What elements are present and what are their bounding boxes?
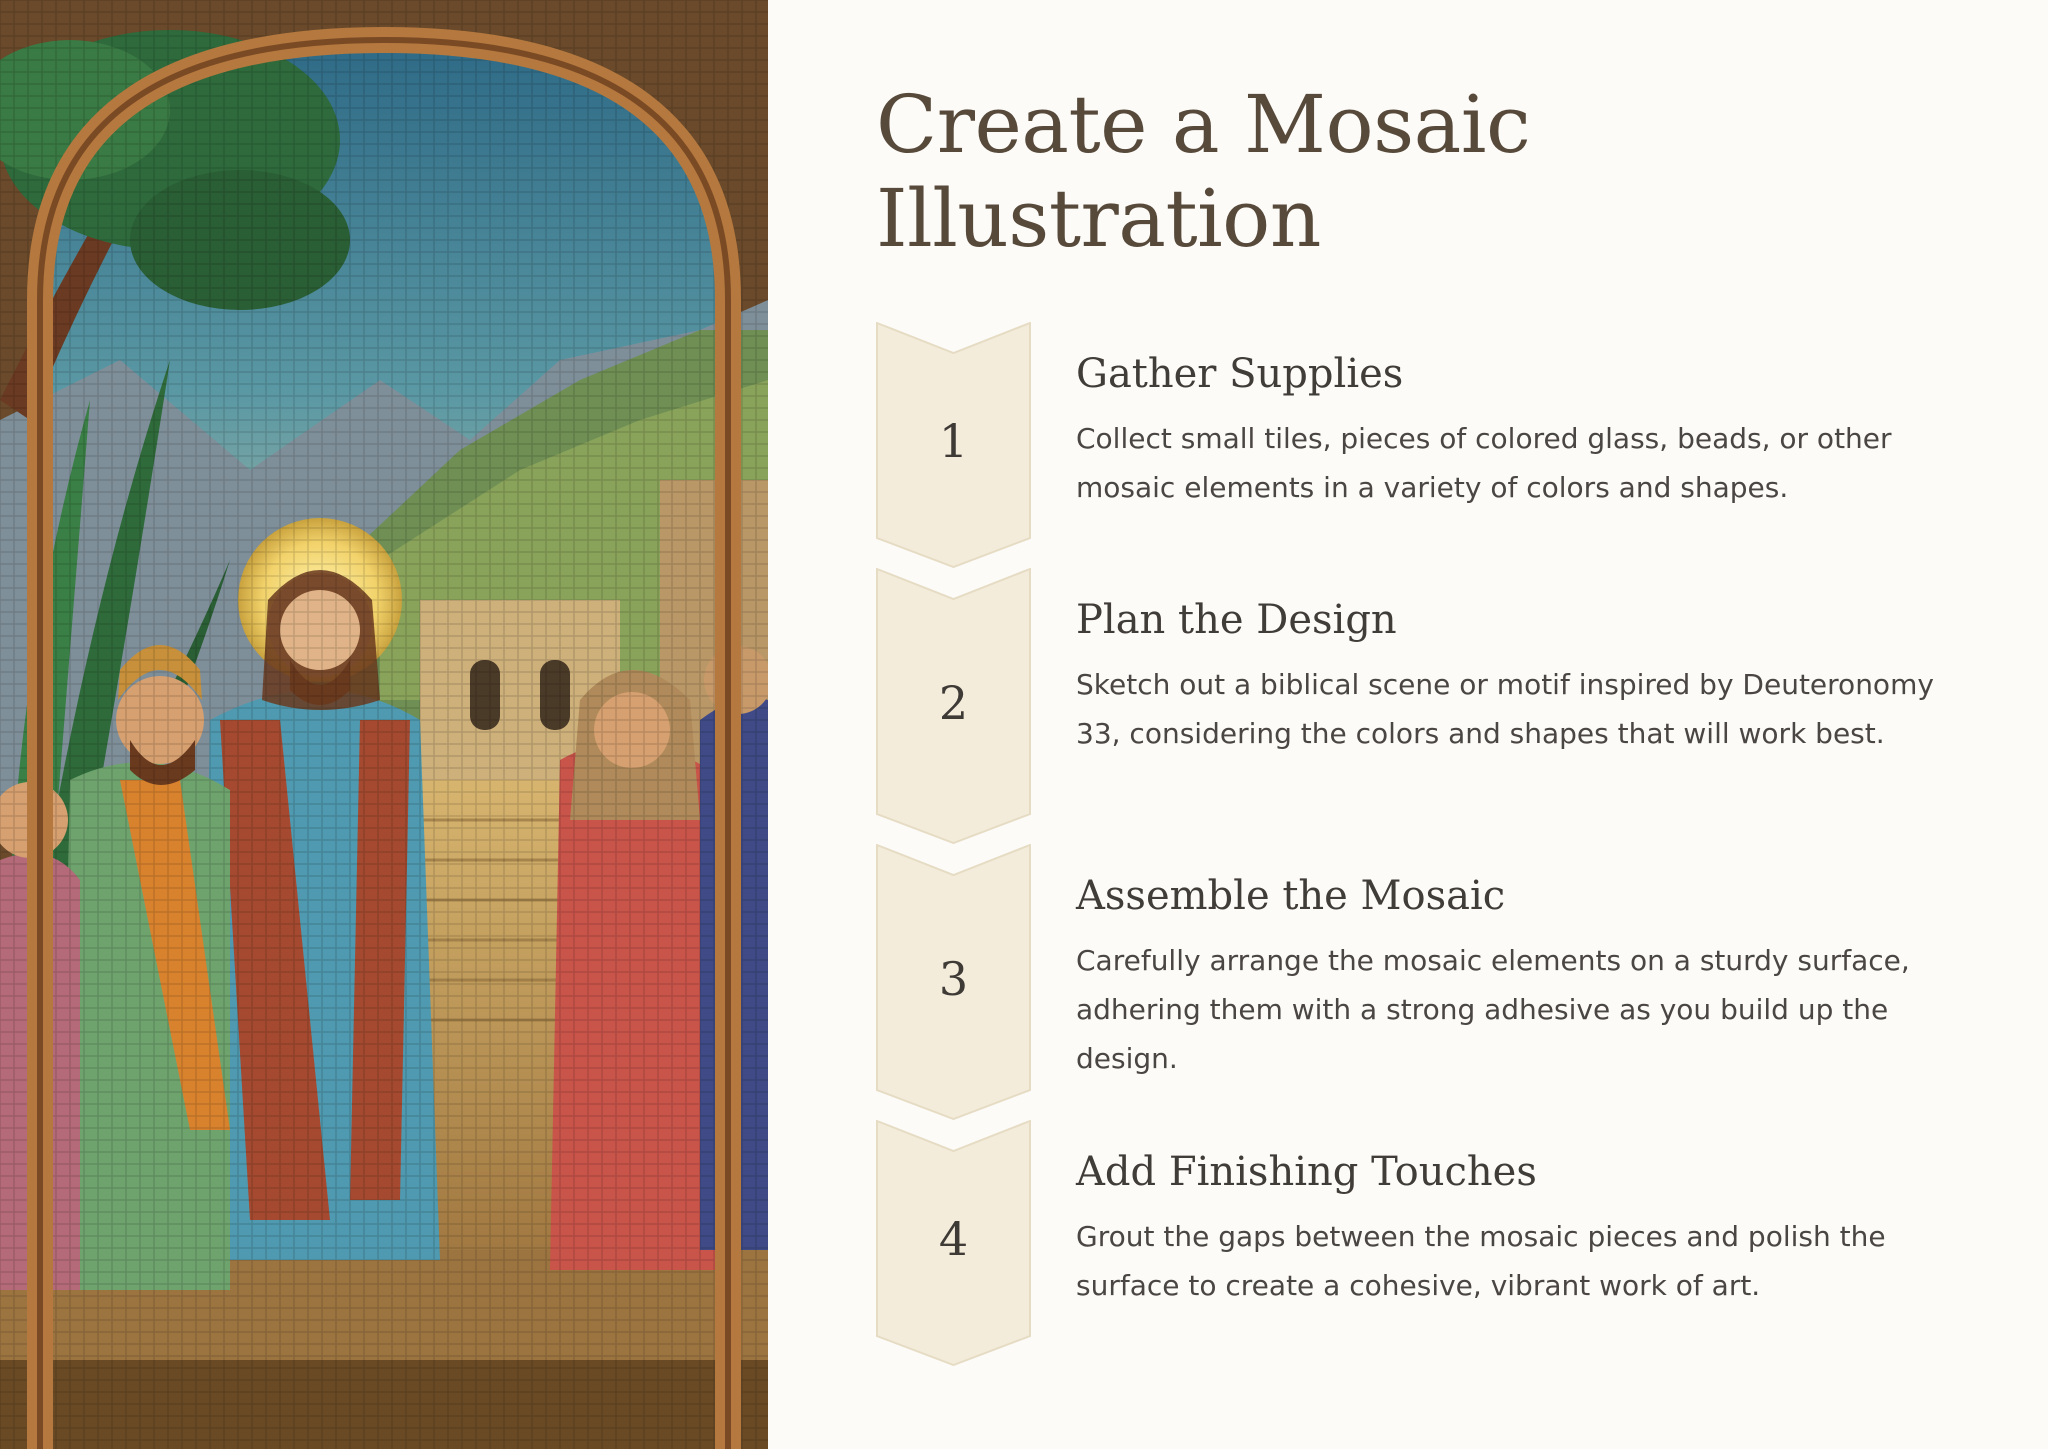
step-description: Collect small tiles, pieces of colored glass, beads, or other mosaic elements in a variety of colors and shapes. bbox=[1076, 422, 1892, 504]
step-2 bbox=[876, 568, 1996, 844]
page-title: Create a Mosaic Illustration bbox=[876, 78, 1531, 265]
content-panel bbox=[876, 0, 1996, 1449]
step-number: 3 bbox=[938, 952, 969, 1006]
step-heading: Assemble the Mosaic bbox=[1076, 873, 1506, 919]
step-heading: Add Finishing Touches bbox=[1076, 1149, 1537, 1195]
step-number: 4 bbox=[938, 1212, 969, 1266]
step-description: Carefully arrange the mosaic elements on a sturdy surface, adhering them with a strong adhesive as you build up the design. bbox=[1076, 944, 1910, 1075]
step-heading: Plan the Design bbox=[1076, 597, 1397, 643]
step-1 bbox=[876, 322, 1996, 568]
mosaic-illustration bbox=[0, 0, 768, 1449]
step-4 bbox=[876, 1120, 1996, 1366]
step-3 bbox=[876, 844, 1996, 1120]
step-description: Grout the gaps between the mosaic pieces and polish the surface to create a cohesive, vibrant work of art. bbox=[1076, 1220, 1886, 1302]
step-heading: Gather Supplies bbox=[1076, 351, 1404, 397]
step-number: 2 bbox=[938, 676, 969, 730]
step-number: 1 bbox=[938, 414, 969, 468]
step-description: Sketch out a biblical scene or motif inspired by Deuteronomy 33, considering the colors and shapes that will work best. bbox=[1076, 668, 1934, 750]
